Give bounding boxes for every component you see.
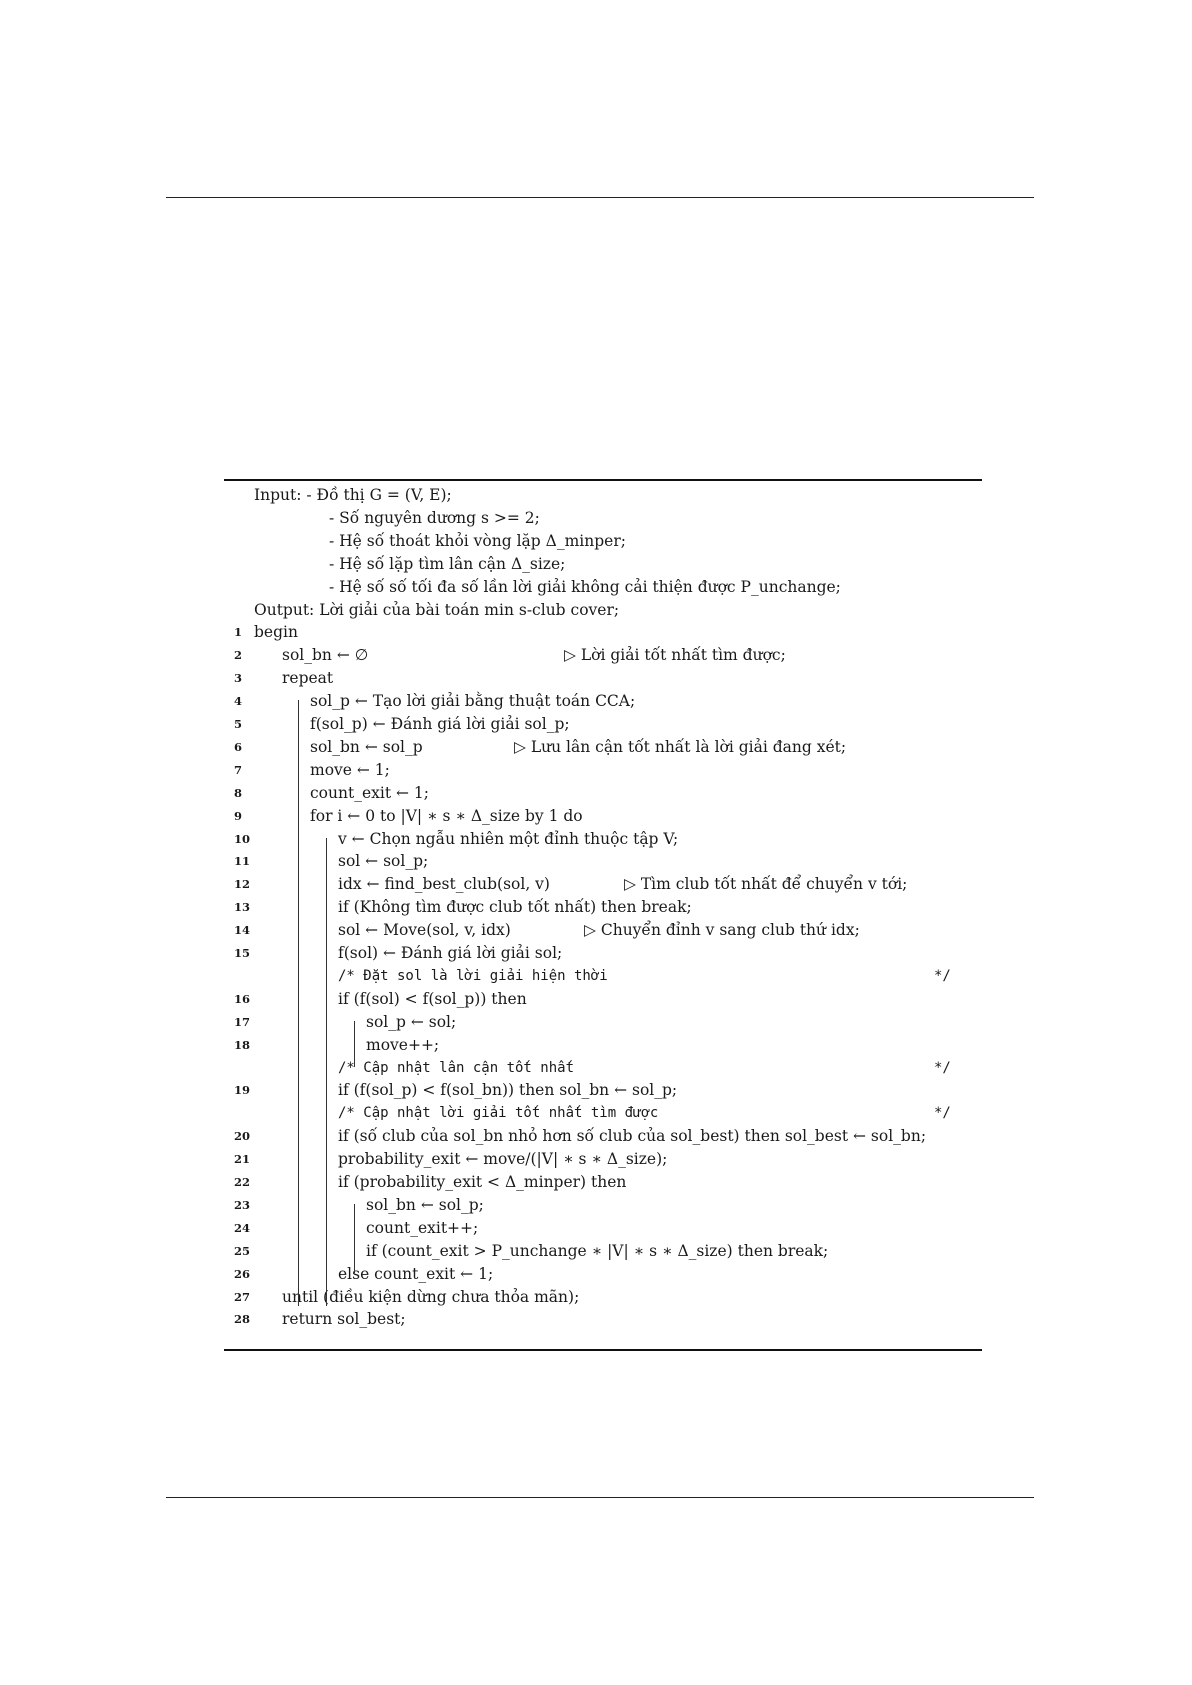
algorithm-line: [224, 942, 982, 965]
line-text: v ← Chọn ngẫu nhiên một đỉnh thuộc tập V;: [338, 829, 679, 848]
line-text: Input: - Đồ thị G = (V, E);: [254, 486, 452, 504]
line-text: sol_p ← Tạo lời giải bằng thuật toán CCA;: [310, 692, 636, 711]
line-text: - Hệ số thoát khỏi vòng lặp Δ_minper;: [329, 531, 626, 550]
line-number: 9: [234, 808, 243, 823]
line-number: 18: [234, 1037, 251, 1052]
block-comment-end: */: [934, 1105, 951, 1122]
line-number: 1: [234, 625, 243, 640]
algorithm-line: [224, 1034, 982, 1057]
line-text: if (f(sol) < f(sol_p)) then: [338, 989, 527, 1008]
algorithm-line: [224, 965, 982, 988]
repeat-block-bar: [298, 700, 299, 1306]
line-text: repeat: [282, 669, 334, 688]
for-block-bar: [326, 838, 327, 1306]
block-comment-end: */: [934, 1059, 951, 1076]
line-number: 19: [234, 1083, 251, 1098]
line-text: begin: [254, 623, 298, 642]
line-text: count_exit++;: [366, 1218, 479, 1237]
line-number: 3: [234, 671, 243, 686]
algorithm-line: [224, 553, 982, 576]
algorithm-line: [224, 621, 982, 644]
block-comment: /* Cập nhật lời giải tốt nhất tìm được: [338, 1105, 659, 1122]
line-text: f(sol_p) ← Đánh giá lời giải sol_p;: [310, 715, 570, 733]
line-number: 17: [234, 1014, 251, 1029]
header-rule: [166, 197, 1034, 198]
line-number: 28: [234, 1312, 251, 1327]
line-text: idx ← find_best_club(sol, v): [338, 875, 550, 894]
algorithm-line: [224, 1217, 982, 1240]
line-text: sol_bn ← sol_p;: [366, 1195, 484, 1214]
line-text: sol_bn ← sol_p: [310, 737, 423, 756]
line-number: 20: [234, 1129, 251, 1144]
algorithm-line: [224, 576, 982, 599]
algorithm-line: [224, 1057, 982, 1080]
line-text: move++;: [366, 1035, 440, 1054]
algorithm-line: [224, 1171, 982, 1194]
line-text: if (count_exit > P_unchange ∗ |V| ∗ s ∗ Δ_size) then break;: [366, 1241, 829, 1260]
line-text: Output: Lời giải của bài toán min s-club cover;: [254, 600, 620, 619]
line-text: f(sol) ← Đánh giá lời giải sol;: [338, 944, 563, 962]
algorithm-top-rule: [224, 479, 982, 481]
if-block-bar-16: [354, 1021, 355, 1067]
line-text: - Hệ số lặp tìm lân cận Δ_size;: [329, 554, 566, 573]
algorithm-line: [224, 1286, 982, 1309]
algorithm-line: [224, 759, 982, 782]
algorithm-line: [224, 988, 982, 1011]
algorithm-line: [224, 1102, 982, 1125]
algorithm-line: [224, 736, 982, 759]
algorithm-line: [224, 1125, 982, 1148]
line-text: count_exit ← 1;: [310, 783, 429, 802]
algorithm-line: [224, 1194, 982, 1217]
algorithm-line: [224, 599, 982, 622]
line-text: sol_bn ← ∅: [282, 646, 369, 665]
line-number: 25: [234, 1243, 251, 1258]
algorithm-line: [224, 507, 982, 530]
algorithm-line: [224, 690, 982, 713]
algorithm-line: [224, 805, 982, 828]
algorithm-line: [224, 1148, 982, 1171]
line-comment: ▷ Lời giải tốt nhất tìm được;: [564, 646, 786, 665]
algorithm-line: [224, 667, 982, 690]
line-text: until (điều kiện dừng chưa thỏa mãn);: [282, 1287, 580, 1306]
line-number: 7: [234, 762, 243, 777]
line-text: if (probability_exit < Δ_minper) then: [338, 1173, 627, 1191]
line-number: 2: [234, 648, 243, 663]
algorithm-line: [224, 1308, 982, 1331]
algorithm-line: [224, 713, 982, 736]
algorithm-line: [224, 782, 982, 805]
algorithm-line: [224, 850, 982, 873]
line-number: 4: [234, 694, 243, 709]
algorithm-line: [224, 484, 982, 507]
line-number: 6: [234, 739, 243, 754]
line-text: sol_p ← sol;: [366, 1012, 457, 1031]
algorithm-line: [224, 530, 982, 553]
line-number: 8: [234, 785, 243, 800]
line-text: - Số nguyên dương s >= 2;: [329, 508, 540, 527]
line-number: 16: [234, 991, 251, 1006]
line-text: if (Không tìm được club tốt nhất) then break;: [338, 898, 692, 917]
block-comment: /* Đặt sol là lời giải hiện thời: [338, 967, 608, 984]
footer-rule: [166, 1497, 1034, 1498]
line-text: sol ← Move(sol, v, idx): [338, 921, 511, 940]
line-number: 11: [234, 854, 251, 869]
line-text: return sol_best;: [282, 1310, 406, 1329]
line-text: sol ← sol_p;: [338, 852, 429, 871]
algorithm-line: [224, 1240, 982, 1263]
block-comment: /* Cập nhật lân cận tốt nhất: [338, 1059, 575, 1076]
algorithm-bottom-rule: [224, 1349, 982, 1351]
line-number: 13: [234, 900, 251, 915]
line-text: - Hệ số số tối đa số lần lời giải không cải thiện được P_unchange;: [329, 577, 841, 596]
line-number: 12: [234, 877, 251, 892]
algorithm-line: [224, 1263, 982, 1286]
line-text: if (số club của sol_bn nhỏ hơn số club của sol_best) then sol_best ← sol_bn;: [338, 1127, 927, 1146]
line-number: 23: [234, 1197, 251, 1212]
line-number: 14: [234, 923, 251, 938]
line-text: move ← 1;: [310, 760, 390, 779]
line-number: 21: [234, 1152, 251, 1167]
block-comment-end: */: [934, 967, 951, 984]
line-comment: ▷ Tìm club tốt nhất để chuyển v tới;: [624, 875, 908, 894]
line-comment: ▷ Chuyển đỉnh v sang club thứ idx;: [584, 921, 860, 940]
line-number: 24: [234, 1220, 251, 1235]
line-text: if (f(sol_p) < f(sol_bn)) then sol_bn ← sol_p;: [338, 1081, 678, 1100]
line-text: probability_exit ← move/(|V| ∗ s ∗ Δ_size);: [338, 1150, 668, 1169]
line-number: 15: [234, 946, 251, 960]
line-number: 27: [234, 1289, 251, 1304]
line-number: 26: [234, 1266, 251, 1281]
line-number: 10: [234, 831, 251, 846]
algorithm-line: [224, 644, 982, 667]
line-number: 5: [234, 717, 243, 731]
algorithm-line: [224, 873, 982, 896]
line-number: 22: [234, 1175, 251, 1189]
algorithm-line: [224, 828, 982, 851]
algorithm-line: [224, 919, 982, 942]
algorithm-line: [224, 1011, 982, 1034]
line-text: for i ← 0 to |V| ∗ s ∗ Δ_size by 1 do: [310, 806, 583, 825]
if-block-bar-22: [354, 1204, 355, 1273]
algorithm-line: [224, 896, 982, 919]
algorithm-line: [224, 1079, 982, 1102]
line-text: else count_exit ← 1;: [338, 1264, 494, 1283]
line-comment: ▷ Lưu lân cận tốt nhất là lời giải đang xét;: [514, 737, 847, 756]
